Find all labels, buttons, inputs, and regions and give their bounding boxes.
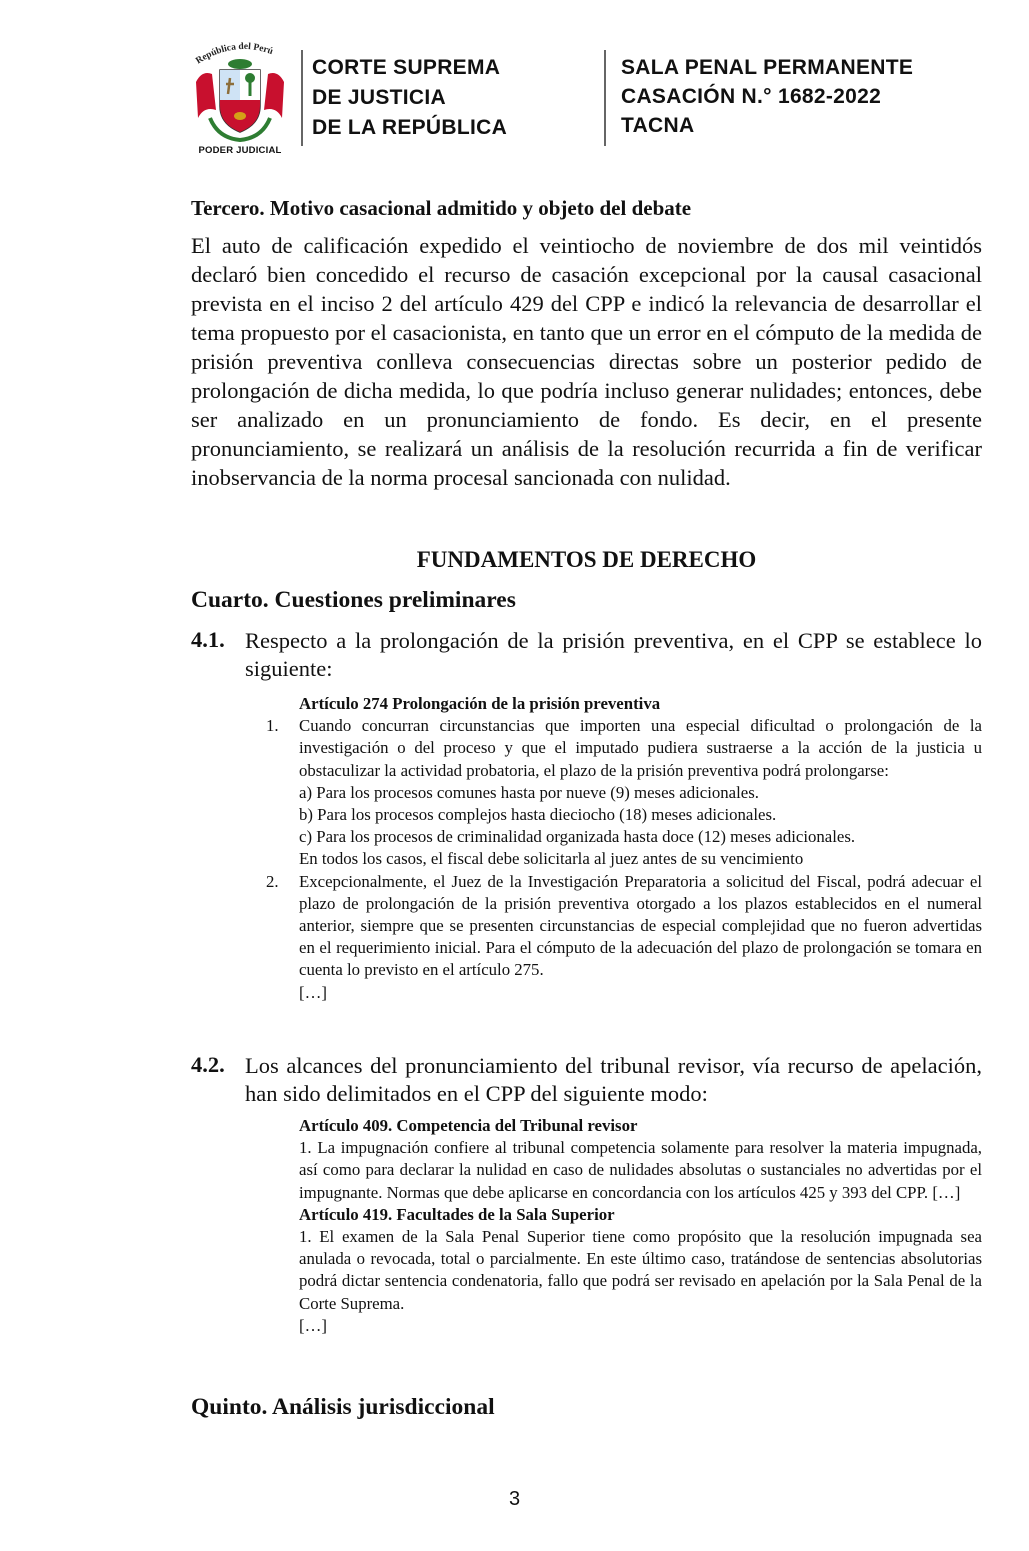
article-409-title: Artículo 409. Competencia del Tribunal revisor bbox=[299, 1116, 638, 1135]
article-409-text: 1. La impugnación confiere al tribunal competencia solamente para resolver la materia impugnada, así como para declarar la nulidad en caso de nulidades absolutas o sustanciales no advertidas por el impugnante. Normas que debe aplicarse en concordancia con los artículos 425 y 393 del CPP. […] bbox=[299, 1138, 982, 1202]
case-info-block bbox=[621, 53, 913, 140]
item-4-1 bbox=[191, 627, 982, 683]
page-number: 3 bbox=[508, 1488, 521, 1510]
seal-bottom-text: PODER JUDICIAL bbox=[198, 145, 282, 156]
article-419-title: Artículo 419. Facultades de la Sala Superior bbox=[299, 1204, 615, 1224]
court-line-2: DE JUSTICIA bbox=[312, 86, 446, 109]
article-419-ellipsis: […] bbox=[299, 1315, 327, 1335]
article-274-item-2 bbox=[266, 871, 982, 1004]
document-header bbox=[0, 0, 1029, 165]
item-4-2 bbox=[191, 1052, 982, 1108]
quinto-heading: Quinto. Análisis jurisdiccional bbox=[191, 1394, 495, 1420]
case-location: TACNA bbox=[621, 114, 695, 137]
fundamentos-title: FUNDAMENTOS DE DERECHO bbox=[416, 547, 757, 572]
tercero-section bbox=[191, 231, 982, 492]
article-274-title: Artículo 274 Prolongación de la prisión preventiva bbox=[299, 694, 661, 713]
article-274-line-c: c) Para los procesos de criminalidad organizada hasta doce (12) meses adicionales. bbox=[299, 827, 856, 847]
article-274-ellipsis: […] bbox=[299, 982, 327, 1002]
case-number: CASACIÓN N.° 1682-2022 bbox=[621, 85, 882, 108]
poder-judicial-seal bbox=[188, 40, 292, 160]
court-name-block bbox=[312, 53, 507, 143]
header-divider-left bbox=[301, 50, 303, 146]
seal-arc-text: República del Perú bbox=[194, 41, 275, 67]
article-274-item-1 bbox=[266, 715, 982, 870]
article-274-item-1-number: 1. bbox=[266, 716, 279, 736]
chamber-name: SALA PENAL PERMANENTE bbox=[621, 56, 914, 79]
cuarto-heading: Cuarto. Cuestiones preliminares bbox=[191, 587, 516, 613]
article-274-item-1-text: Cuando concurran circunstancias que importen una especial dificultad o prolongación de la investigación o del proceso y que el imputado pudiera sustraerse a la acción de la justicia u obstaculizar la actividad probatoria, el plazo de la prisión preventiva podrá prolongarse: bbox=[299, 716, 982, 780]
article-274-line-a: a) Para los procesos comunes hasta por nueve (9) meses adicionales. bbox=[299, 782, 759, 802]
article-274-item-2-text: Excepcionalmente, el Juez de la Investigación Preparatoria a solicitud del Fiscal, podrá adecuar el plazo de prolongación de la prisión preventiva otorgado a los plazos establecidos en el numeral anterior, siempre que se presenten circunstancias de especial complejidad que no fueron advertidas en el requerimiento inicial. Para el cómputo de la adecuación del plazo de prolongación se tomara en cuenta lo previsto en el artículo 275. bbox=[299, 871, 982, 980]
tercero-paragraph: El auto de calificación expedido el veintiocho de noviembre de dos mil veintidós declaró bien concedido el recurso de casación excepcional por la causal casacional prevista en el inciso 2 del artículo 429 del CPP e indicó la relevancia de desarrollar el tema propuesto por el casacionista, en tanto que un error en el cómputo de la medida de prisión preventiva conlleva consecuencias directas sobre un posterior pedido de prolongación de dicha medida, lo que podría incluso generar nulidades; entonces, debe ser analizado en un pronunciamiento de fondo. Es decir, en el presente pronunciamiento, se realizará un análisis de la resolución recurrida a fin de verificar inobservancia de la norma procesal sancionada con nulidad. bbox=[191, 233, 982, 490]
article-409-419-quote bbox=[299, 1115, 982, 1337]
item-4-2-number: 4.2. bbox=[191, 1052, 225, 1077]
coat-of-arms-icon bbox=[188, 40, 292, 146]
article-419-text: 1. El examen de la Sala Penal Superior tiene como propósito que la resolución impugnada sea anulada o revocada, total o parcialmente. En este último caso, tratándose de sentencias absolutorias podrá dictar sentencia condenatoria, fallo que podrá ser revisado en apelación por la Sala Penal de la Corte Suprema. bbox=[299, 1227, 982, 1313]
header-divider-right bbox=[604, 50, 606, 146]
court-line-1: CORTE SUPREMA bbox=[312, 56, 501, 79]
court-line-3: DE LA REPÚBLICA bbox=[312, 116, 508, 139]
article-274-line-b: b) Para los procesos complejos hasta dieciocho (18) meses adicionales. bbox=[299, 805, 777, 825]
article-274-item-2-number: 2. bbox=[266, 871, 279, 891]
article-274-line-d: En todos los casos, el fiscal debe solicitarla al juez antes de su vencimiento bbox=[299, 849, 804, 869]
tercero-heading: Tercero. Motivo casacional admitido y objeto del debate bbox=[191, 196, 692, 220]
item-4-1-text: Respecto a la prolongación de la prisión preventiva, en el CPP se establece lo siguiente: bbox=[245, 628, 982, 681]
item-4-2-text: Los alcances del pronunciamiento del tribunal revisor, vía recurso de apelación, han sido delimitados en el CPP del siguiente modo: bbox=[245, 1053, 982, 1106]
article-274-quote bbox=[266, 693, 982, 1004]
item-4-1-number: 4.1. bbox=[191, 627, 225, 652]
